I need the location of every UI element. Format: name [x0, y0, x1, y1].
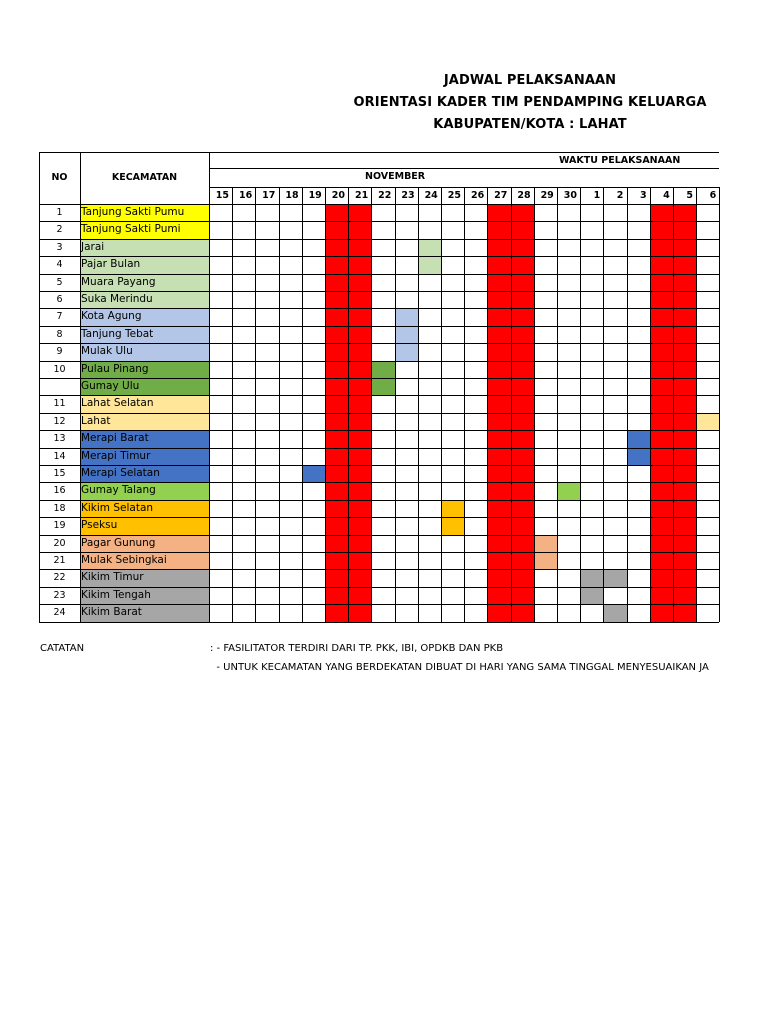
- kecamatan-name: Kikim Selatan: [81, 501, 154, 514]
- row-number: 18: [53, 502, 66, 514]
- day-label: 15: [215, 190, 229, 201]
- schedule-cell: [418, 239, 441, 256]
- kecamatan-name: Tanjung Tebat: [81, 327, 154, 340]
- grid-line: [511, 187, 512, 622]
- row-number: 12: [53, 415, 66, 427]
- grid-line: [39, 378, 719, 379]
- schedule-cell: [441, 517, 464, 534]
- grid-line: [302, 187, 303, 622]
- day-label: 2: [616, 190, 624, 201]
- row-number: 24: [53, 607, 66, 619]
- grid-line: [255, 187, 256, 622]
- kecamatan-name: Merapi Barat: [81, 432, 149, 445]
- row-number: 19: [53, 520, 66, 532]
- kecamatan-name: Jarai: [81, 240, 105, 253]
- row-number: 13: [53, 433, 66, 445]
- grid-line: [534, 187, 535, 622]
- schedule-cell: [371, 361, 394, 378]
- grid-line: [696, 187, 697, 622]
- col-header-kecamatan: KECAMATAN: [111, 172, 178, 183]
- kecamatan-name: Mulak Ulu: [81, 345, 133, 358]
- grid-line: [209, 152, 210, 622]
- grid-line: [580, 187, 581, 622]
- grid-line: [39, 413, 719, 414]
- schedule-cell: [395, 326, 418, 343]
- schedule-cell: [580, 587, 603, 604]
- schedule-cell: [627, 430, 650, 447]
- row-number: 16: [53, 485, 66, 497]
- schedule-cell: [371, 378, 394, 395]
- kecamatan-name: Pulau Pinang: [81, 362, 149, 375]
- day-label: 20: [331, 190, 345, 201]
- title-line-3: KABUPATEN/KOTA : LAHAT: [433, 117, 627, 132]
- row-number: 15: [53, 468, 66, 479]
- kecamatan-name: Pseksu: [81, 519, 118, 532]
- grid-line: [232, 187, 233, 622]
- day-label: 22: [378, 190, 392, 201]
- kecamatan-name: Lahat Selatan: [81, 397, 154, 410]
- kecamatan-name: Gumay Talang: [81, 484, 156, 497]
- row-number: 9: [56, 346, 63, 358]
- row-number: 1: [56, 207, 63, 218]
- row-number: 20: [53, 537, 66, 549]
- grid-line: [557, 187, 558, 622]
- row-number: 14: [53, 450, 66, 462]
- row-number: 21: [53, 555, 66, 566]
- grid-line: [39, 517, 719, 518]
- grid-line: [348, 187, 349, 622]
- title-line-2: ORIENTASI KADER TIM PENDAMPING KELUARGA: [353, 95, 707, 110]
- day-label: 27: [494, 190, 508, 201]
- grid-line: [487, 187, 488, 622]
- col-header-no: NO: [51, 172, 68, 183]
- grid-line: [418, 187, 419, 622]
- grid-line: [39, 343, 719, 344]
- row-number: 3: [56, 241, 63, 253]
- grid-line: [209, 168, 719, 169]
- schedule-cell: [534, 535, 557, 552]
- day-label: 16: [238, 190, 253, 201]
- row-number: 22: [53, 572, 66, 584]
- grid-line: [441, 187, 442, 622]
- grid-line: [627, 187, 628, 622]
- schedule-cell: [627, 448, 650, 465]
- day-label: 6: [709, 190, 717, 201]
- grid-line: [464, 187, 465, 622]
- day-label: 30: [563, 190, 577, 201]
- day-label: 5: [686, 190, 693, 201]
- schedule-cell: [580, 569, 603, 586]
- kecamatan-name: Suka Merindu: [81, 293, 153, 305]
- day-label: 4: [663, 190, 670, 201]
- row-number: 23: [53, 589, 66, 601]
- grid-line: [325, 187, 326, 622]
- kecamatan-name: Lahat: [81, 414, 111, 427]
- grid-line: [650, 187, 651, 622]
- row-number: 2: [56, 224, 63, 236]
- schedule-cell: [603, 604, 626, 621]
- row-number: 4: [56, 259, 63, 271]
- day-label: 19: [308, 190, 322, 201]
- grid-line: [603, 187, 604, 622]
- kecamatan-name: Merapi Selatan: [81, 467, 160, 479]
- schedule-cell: [441, 500, 464, 517]
- day-label: 25: [447, 190, 461, 201]
- title-line-1: JADWAL PELAKSANAAN: [443, 73, 617, 88]
- kecamatan-name: Merapi Timur: [81, 449, 151, 462]
- grid-line: [395, 187, 396, 622]
- schedule-cell: [534, 552, 557, 569]
- schedule-cell: [557, 482, 580, 499]
- notes-label: CATATAN: [40, 643, 85, 654]
- day-label: 1: [593, 190, 601, 201]
- kecamatan-name: Kikim Barat: [81, 606, 142, 619]
- kecamatan-name: Tanjung Sakti Pumu: [81, 206, 185, 218]
- kecamatan-name: Pajar Bulan: [81, 258, 141, 271]
- kecamatan-name: Pagar Gunung: [81, 536, 156, 549]
- day-label: 17: [262, 190, 276, 201]
- grid-line: [673, 187, 674, 622]
- grid-line: [371, 187, 372, 622]
- schedule-table: [39, 152, 768, 624]
- kecamatan-name: Mulak Sebingkai: [81, 554, 167, 566]
- grid-line: [719, 187, 720, 622]
- schedule-cell: [302, 465, 325, 482]
- day-label: 21: [354, 190, 369, 201]
- day-label: 26: [470, 190, 485, 201]
- grid-line: [39, 622, 719, 623]
- day-label: 23: [401, 190, 415, 201]
- kecamatan-name: Tanjung Sakti Pumi: [81, 223, 181, 236]
- day-label: 18: [285, 190, 299, 201]
- schedule-cell: [395, 343, 418, 360]
- day-label: 24: [424, 190, 438, 201]
- header-month-november: NOVEMBER: [365, 171, 426, 182]
- kecamatan-name: Kikim Timur: [81, 571, 144, 584]
- grid-line: [39, 239, 719, 240]
- header-waktu-pelaksanaan: WAKTU PELAKSANAAN: [559, 155, 681, 166]
- row-number: 6: [56, 294, 63, 305]
- kecamatan-name: Gumay Ulu: [81, 380, 140, 392]
- grid-line: [279, 187, 280, 622]
- schedule-cell: [395, 308, 418, 325]
- schedule-cell: [696, 413, 719, 430]
- row-number: 5: [56, 276, 63, 288]
- day-label: 28: [517, 190, 531, 201]
- row-number: 10: [53, 363, 66, 375]
- row-number: 7: [56, 311, 63, 323]
- schedule-cell: [603, 569, 626, 586]
- kecamatan-name: Muara Payang: [81, 275, 156, 288]
- kecamatan-name: Kota Agung: [81, 310, 142, 323]
- day-label: 29: [540, 190, 554, 201]
- day-label: 3: [639, 190, 647, 201]
- kecamatan-name: Kikim Tengah: [81, 588, 151, 601]
- note-line-1: : - FASILITATOR TERDIRI DARI TP. PKK, IBI, OPDKB DAN PKB: [210, 643, 504, 654]
- note-line-2: - UNTUK KECAMATAN YANG BERDEKATAN DIBUAT DI HARI YANG SAMA TINGGAL MENYESUAIKAN JA: [210, 662, 709, 673]
- grid-line: [39, 256, 719, 257]
- row-number: 8: [56, 328, 63, 340]
- row-number: 11: [53, 398, 66, 410]
- grid-line: [39, 152, 719, 153]
- schedule-cell: [418, 256, 441, 273]
